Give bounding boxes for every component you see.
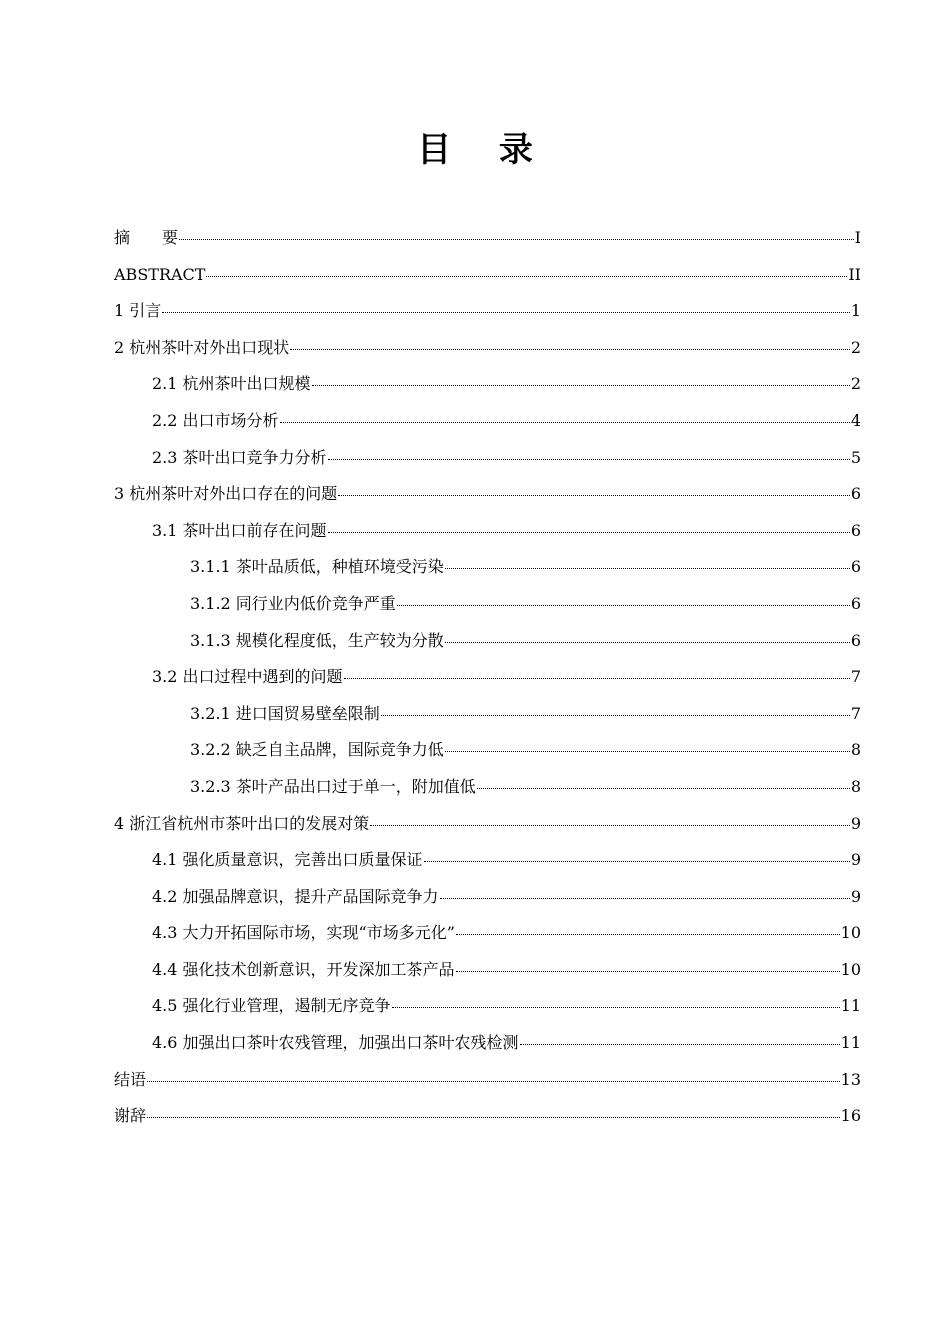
- toc-entry-2[interactable]: [114, 330, 861, 367]
- toc-entry-label: 3 杭州茶叶对外出口存在的问题: [114, 484, 338, 504]
- toc-entry-3[interactable]: [114, 476, 861, 513]
- dot-leader: [344, 678, 850, 679]
- toc-entry-page: 6: [850, 593, 861, 613]
- toc-entry-label: 2.2 出口市场分析: [152, 410, 279, 430]
- dot-leader: [280, 422, 850, 423]
- toc-entry-4-4[interactable]: [114, 952, 861, 989]
- toc-entry-2-1[interactable]: [114, 366, 861, 403]
- toc-entry-page: 1: [850, 301, 861, 321]
- dot-leader: [179, 239, 854, 240]
- page-title: 目 录: [417, 130, 551, 170]
- dot-leader: [328, 532, 850, 533]
- toc-entry-3-1-2[interactable]: [114, 586, 861, 623]
- toc-entry-2-2[interactable]: [114, 403, 861, 440]
- toc-entry-4-3[interactable]: [114, 915, 861, 952]
- toc-entry-3-1[interactable]: [114, 513, 861, 550]
- toc-entry-acknowledgements[interactable]: [114, 1098, 861, 1135]
- toc-entry-label: 4 浙江省杭州市茶叶出口的发展对策: [114, 813, 370, 833]
- toc-entry-label: 谢辞: [114, 1106, 147, 1126]
- table-of-contents: [114, 220, 861, 1135]
- toc-entry-conclusion[interactable]: [114, 1062, 861, 1099]
- toc-entry-page: 10: [840, 959, 861, 979]
- dot-leader: [520, 1044, 840, 1045]
- toc-entry-label: 3.2.1 进口国贸易壁垒限制: [190, 703, 380, 723]
- toc-entry-4[interactable]: [114, 806, 861, 843]
- toc-entry-3-2[interactable]: [114, 659, 861, 696]
- toc-entry-label: 结语: [114, 1069, 147, 1089]
- toc-entry-label: 1 引言: [114, 301, 162, 321]
- dot-leader: [147, 1117, 840, 1118]
- dot-leader: [338, 495, 850, 496]
- toc-entry-page: 9: [850, 813, 861, 833]
- dot-leader: [381, 715, 850, 716]
- dot-leader: [370, 825, 850, 826]
- toc-entry-page: 2: [850, 374, 861, 394]
- toc-entry-label: 2.1 杭州茶叶出口规模: [152, 374, 311, 394]
- toc-entry-label: 摘 要: [114, 228, 179, 247]
- toc-entry-page: 7: [850, 703, 861, 723]
- toc-entry-label: 3.1.2 同行业内低价竞争严重: [190, 593, 396, 613]
- toc-entry-label: 3.2.3 茶叶产品出口过于单一，附加值低: [190, 776, 476, 796]
- toc-entry-page: 11: [840, 1033, 861, 1053]
- toc-entry-page: 6: [850, 557, 861, 577]
- toc-entry-label: 2.3 茶叶出口竞争力分析: [152, 447, 327, 467]
- toc-entry-label: 3.2.2 缺乏自主品牌，国际竞争力低: [190, 740, 444, 760]
- dot-leader: [392, 1007, 840, 1008]
- toc-entry-abstract-cn[interactable]: [114, 220, 861, 257]
- toc-entry-label: 4.5 强化行业管理，遏制无序竞争: [152, 996, 391, 1016]
- toc-entry-page: 10: [840, 923, 861, 943]
- toc-entry-label: 3.2 出口过程中遇到的问题: [152, 667, 343, 687]
- dot-leader: [328, 459, 850, 460]
- dot-leader: [397, 605, 850, 606]
- dot-leader: [445, 642, 850, 643]
- toc-entry-1[interactable]: [114, 293, 861, 330]
- toc-entry-page: 8: [850, 776, 861, 796]
- dot-leader: [445, 751, 850, 752]
- toc-entry-page: 13: [840, 1069, 861, 1089]
- toc-entry-label: 3.1.1 茶叶品质低，种植环境受污染: [190, 557, 444, 577]
- toc-entry-page: I: [854, 228, 861, 247]
- toc-entry-label: 3.1.3 规模化程度低，生产较为分散: [190, 630, 444, 650]
- toc-entry-4-5[interactable]: [114, 988, 861, 1025]
- toc-entry-page: 2: [850, 337, 861, 357]
- toc-entry-label: 4.2 加强品牌意识，提升产品国际竞争力: [152, 886, 439, 906]
- dot-leader: [477, 788, 850, 789]
- toc-entry-3-1-3[interactable]: [114, 623, 861, 660]
- dot-leader: [162, 312, 850, 313]
- toc-entry-3-2-1[interactable]: [114, 696, 861, 733]
- dot-leader: [147, 1081, 840, 1082]
- toc-entry-3-2-3[interactable]: [114, 769, 861, 806]
- toc-entry-page: 6: [850, 520, 861, 540]
- toc-entry-abstract-en[interactable]: [114, 257, 861, 294]
- toc-entry-page: 6: [850, 630, 861, 650]
- toc-entry-2-3[interactable]: [114, 440, 861, 477]
- toc-entry-label: 4.1 强化质量意识，完善出口质量保证: [152, 850, 423, 870]
- toc-entry-3-1-1[interactable]: [114, 549, 861, 586]
- toc-entry-label: 2 杭州茶叶对外出口现状: [114, 337, 290, 357]
- toc-entry-page: 7: [850, 667, 861, 687]
- dot-leader: [456, 934, 840, 935]
- toc-entry-page: 4: [850, 410, 861, 430]
- dot-leader: [445, 568, 850, 569]
- toc-entry-page: 9: [850, 886, 861, 906]
- toc-entry-page: 11: [840, 996, 861, 1016]
- dot-leader: [206, 276, 847, 277]
- toc-entry-label: 4.3 大力开拓国际市场，实现“市场多元化”: [152, 923, 455, 943]
- toc-entry-page: 8: [850, 740, 861, 760]
- toc-entry-page: 5: [850, 447, 861, 467]
- dot-leader: [290, 349, 850, 350]
- dot-leader: [440, 898, 850, 899]
- toc-entry-4-6[interactable]: [114, 1025, 861, 1062]
- dot-leader: [312, 385, 850, 386]
- toc-entry-3-2-2[interactable]: [114, 732, 861, 769]
- dot-leader: [424, 861, 850, 862]
- toc-entry-4-2[interactable]: [114, 879, 861, 916]
- toc-entry-label: 3.1 茶叶出口前存在问题: [152, 520, 327, 540]
- toc-entry-4-1[interactable]: [114, 842, 861, 879]
- toc-entry-page: 9: [850, 850, 861, 870]
- toc-entry-label: ABSTRACT: [114, 264, 206, 284]
- toc-entry-page: 6: [850, 484, 861, 504]
- toc-entry-page: 16: [840, 1106, 861, 1126]
- toc-entry-page: II: [848, 264, 861, 284]
- dot-leader: [456, 971, 840, 972]
- toc-entry-label: 4.6 加强出口茶叶农残管理，加强出口茶叶农残检测: [152, 1033, 519, 1053]
- toc-entry-label: 4.4 强化技术创新意识，开发深加工茶产品: [152, 959, 455, 979]
